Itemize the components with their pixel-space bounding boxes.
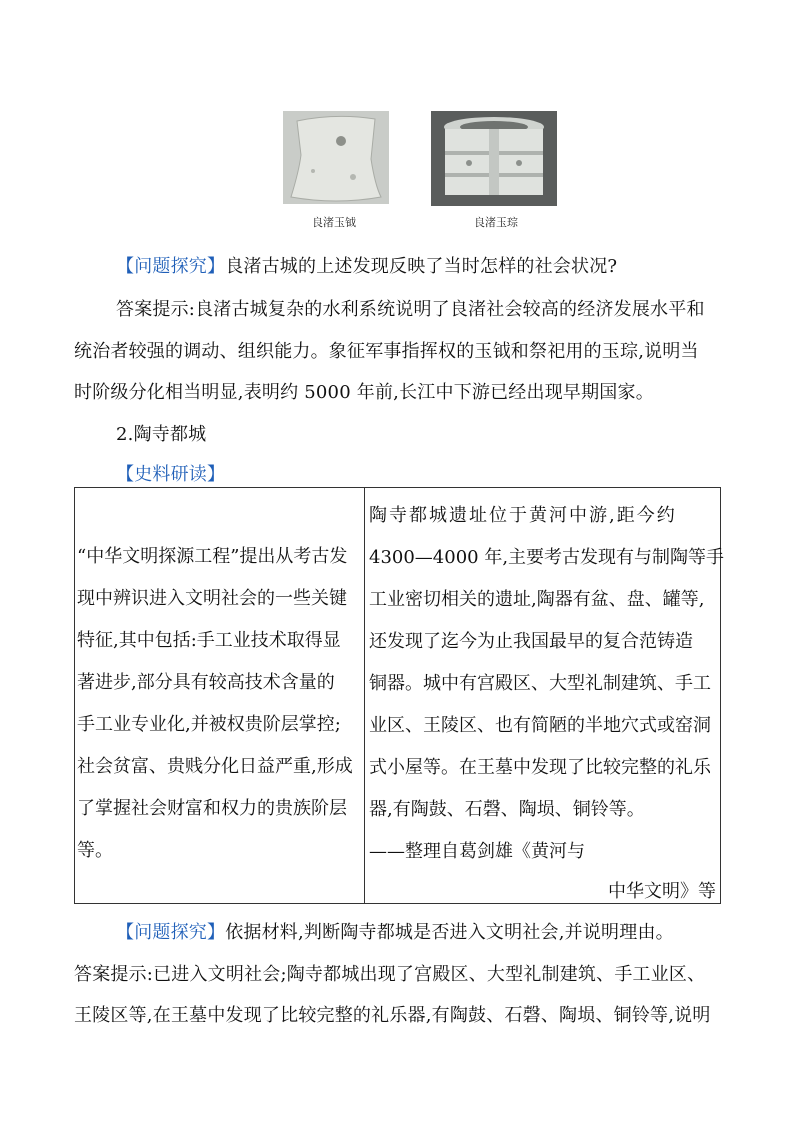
jade-cong-figure: [431, 111, 557, 206]
jade-axe-image: [283, 111, 389, 204]
jade-axe-figure: [283, 111, 389, 204]
jade-cong-image: [431, 111, 557, 206]
question-text: 良渚古城的上述发现反映了当时怎样的社会状况?: [225, 256, 618, 277]
jade-cong-caption: 良渚玉琮: [474, 216, 518, 229]
question-2: [116, 918, 674, 944]
right-cell-line: 还发现了迄今为止我国最早的复合范铸造: [369, 631, 693, 652]
table-divider: [364, 488, 365, 903]
jade-axe-caption: 良渚玉钺: [312, 216, 356, 229]
answer-line: 时阶级分化相当明显,表明约 5000 年前,长江中下游已经出现早期国家。: [74, 382, 654, 403]
right-cell-source: 中华文明》等: [608, 881, 716, 902]
right-cell-line: 4300—4000 年,主要考古发现有与制陶等手: [369, 547, 725, 568]
right-cell-line: 业区、王陵区、也有简陋的半地穴式或窑洞: [369, 715, 711, 736]
left-cell-line: 了掌握社会财富和权力的贵族阶层: [77, 798, 347, 819]
question-tag: 【问题探究】: [116, 922, 226, 943]
right-cell-line: 器,有陶鼓、石磬、陶埙、铜铃等。: [369, 799, 645, 820]
source-reading-tag: 【史料研读】: [116, 464, 226, 485]
left-cell-line: 等。: [77, 840, 113, 861]
source-table: [74, 487, 725, 904]
left-cell-line: 社会贫富、贵贱分化日益严重,形成: [77, 756, 353, 777]
right-cell-line: 铜器。城中有宫殿区、大型礼制建筑、手工: [369, 673, 711, 694]
right-cell-line: 陶寺都城遗址位于黄河中游,距今约: [369, 505, 677, 526]
left-cell-line: 现中辨识进入文明社会的一些关键: [77, 588, 347, 609]
question-1: [116, 252, 617, 278]
right-cell-line: ——整理自葛剑雄《黄河与: [369, 841, 585, 862]
right-cell-line: 式小屋等。在王墓中发现了比较完整的礼乐: [369, 757, 711, 778]
left-cell-line: 著进步,部分具有较高技术含量的: [77, 672, 335, 693]
right-cell-line: 工业密切相关的遗址,陶器有盆、盘、罐等,: [369, 589, 705, 610]
question-tag: 【问题探究】: [116, 256, 226, 277]
left-cell-line: “中华文明探源工程”提出从考古发: [77, 546, 348, 567]
question-text: 依据材料,判断陶寺都城是否进入文明社会,并说明理由。: [225, 922, 674, 943]
section-heading: 2.陶寺都城: [116, 424, 207, 445]
left-cell-line: 手工业专业化,并被权贵阶层掌控;: [77, 714, 341, 735]
answer-line: 统治者较强的调动、组织能力。象征军事指挥权的玉钺和祭祀用的玉琮,说明当: [74, 341, 699, 362]
answer-line: 王陵区等,在王墓中发现了比较完整的礼乐器,有陶鼓、石磬、陶埙、铜铃等,说明: [74, 1005, 711, 1026]
left-cell-line: 特征,其中包括:手工业技术取得显: [77, 630, 341, 651]
answer-line: 答案提示:已进入文明社会;陶寺都城出现了宫殿区、大型礼制建筑、手工业区、: [74, 964, 706, 985]
answer-line: 答案提示:良渚古城复杂的水利系统说明了良渚社会较高的经济发展水平和: [116, 299, 705, 320]
